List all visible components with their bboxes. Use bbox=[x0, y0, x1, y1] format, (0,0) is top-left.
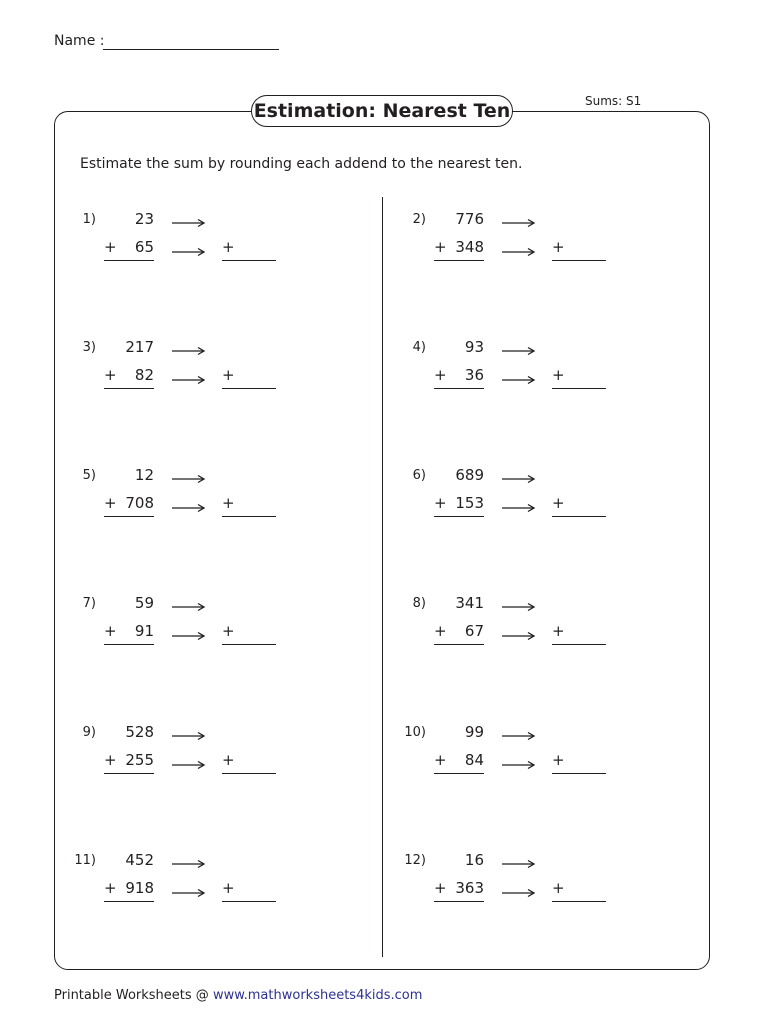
sum-underline bbox=[104, 260, 154, 261]
arrow-right-icon bbox=[502, 598, 536, 608]
addend-1: 23 bbox=[134, 210, 154, 228]
addend-1: 341 bbox=[455, 594, 484, 612]
answer-line[interactable] bbox=[552, 260, 606, 261]
sum-underline bbox=[104, 901, 154, 902]
footer-link[interactable]: www.mathworksheets4kids.com bbox=[212, 988, 423, 1003]
addend-2: 153 bbox=[455, 494, 484, 512]
problem-number: 1) bbox=[82, 212, 96, 227]
addend-1: 528 bbox=[125, 723, 154, 741]
problem-6 bbox=[402, 466, 642, 550]
addend-1: 16 bbox=[464, 851, 484, 869]
plus-sign: + bbox=[104, 366, 117, 384]
answer-plus-sign: + bbox=[222, 751, 235, 769]
addend-2: 255 bbox=[125, 751, 154, 769]
sum-underline bbox=[434, 260, 484, 261]
addend-2: 67 bbox=[464, 622, 484, 640]
arrow-right-icon bbox=[172, 214, 206, 224]
arrow-right-icon bbox=[502, 499, 536, 509]
column-divider bbox=[382, 197, 383, 957]
problem-7 bbox=[72, 594, 312, 678]
answer-plus-sign: + bbox=[222, 238, 235, 256]
title-text: Estimation: Nearest Ten bbox=[253, 100, 511, 122]
answer-plus-sign: + bbox=[552, 879, 565, 897]
arrow-right-icon bbox=[172, 499, 206, 509]
problem-4 bbox=[402, 338, 642, 422]
answer-line[interactable] bbox=[552, 388, 606, 389]
answer-plus-sign: + bbox=[552, 366, 565, 384]
sum-underline bbox=[104, 644, 154, 645]
worksheet-title bbox=[251, 95, 513, 127]
plus-sign: + bbox=[434, 366, 447, 384]
answer-line[interactable] bbox=[222, 773, 276, 774]
problem-number: 10) bbox=[404, 725, 426, 740]
arrow-right-icon bbox=[502, 756, 536, 766]
addend-1: 689 bbox=[455, 466, 484, 484]
plus-sign: + bbox=[434, 238, 447, 256]
arrow-right-icon bbox=[502, 855, 536, 865]
problem-10 bbox=[402, 723, 642, 807]
problem-number: 4) bbox=[412, 340, 426, 355]
answer-line[interactable] bbox=[552, 516, 606, 517]
arrow-right-icon bbox=[172, 470, 206, 480]
addend-2: 82 bbox=[134, 366, 154, 384]
plus-sign: + bbox=[104, 622, 117, 640]
plus-sign: + bbox=[434, 622, 447, 640]
answer-line[interactable] bbox=[222, 516, 276, 517]
instructions: Estimate the sum by rounding each addend to the nearest ten. bbox=[80, 156, 523, 172]
problem-8 bbox=[402, 594, 642, 678]
addend-2: 348 bbox=[455, 238, 484, 256]
arrow-right-icon bbox=[502, 243, 536, 253]
plus-sign: + bbox=[104, 879, 117, 897]
arrow-right-icon bbox=[172, 342, 206, 352]
answer-line[interactable] bbox=[552, 644, 606, 645]
arrow-right-icon bbox=[502, 884, 536, 894]
problem-number: 6) bbox=[412, 468, 426, 483]
problem-number: 8) bbox=[412, 596, 426, 611]
problem-5 bbox=[72, 466, 312, 550]
addend-1: 217 bbox=[125, 338, 154, 356]
plus-sign: + bbox=[104, 494, 117, 512]
sum-underline bbox=[434, 901, 484, 902]
addend-1: 99 bbox=[464, 723, 484, 741]
addend-2: 84 bbox=[464, 751, 484, 769]
addend-1: 93 bbox=[464, 338, 484, 356]
sum-underline bbox=[104, 773, 154, 774]
sheet-code: Sums: S1 bbox=[585, 94, 642, 108]
footer bbox=[54, 988, 422, 1003]
plus-sign: + bbox=[104, 751, 117, 769]
arrow-right-icon bbox=[172, 627, 206, 637]
problem-number: 2) bbox=[412, 212, 426, 227]
arrow-right-icon bbox=[502, 214, 536, 224]
addend-2: 91 bbox=[134, 622, 154, 640]
problem-2 bbox=[402, 210, 642, 294]
problem-number: 3) bbox=[82, 340, 96, 355]
sum-underline bbox=[434, 516, 484, 517]
problem-1 bbox=[72, 210, 312, 294]
arrow-right-icon bbox=[502, 342, 536, 352]
sum-underline bbox=[434, 388, 484, 389]
addend-1: 12 bbox=[134, 466, 154, 484]
addend-2: 36 bbox=[464, 366, 484, 384]
problem-number: 11) bbox=[74, 853, 96, 868]
addend-2: 65 bbox=[134, 238, 154, 256]
arrow-right-icon bbox=[502, 371, 536, 381]
answer-plus-sign: + bbox=[552, 751, 565, 769]
answer-line[interactable] bbox=[222, 388, 276, 389]
arrow-right-icon bbox=[172, 598, 206, 608]
answer-plus-sign: + bbox=[222, 494, 235, 512]
plus-sign: + bbox=[434, 751, 447, 769]
addend-1: 452 bbox=[125, 851, 154, 869]
addend-1: 59 bbox=[134, 594, 154, 612]
arrow-right-icon bbox=[502, 627, 536, 637]
arrow-right-icon bbox=[172, 243, 206, 253]
arrow-right-icon bbox=[172, 884, 206, 894]
answer-line[interactable] bbox=[222, 901, 276, 902]
answer-plus-sign: + bbox=[222, 879, 235, 897]
answer-line[interactable] bbox=[222, 260, 276, 261]
problem-11 bbox=[72, 851, 312, 935]
answer-line[interactable] bbox=[552, 901, 606, 902]
answer-plus-sign: + bbox=[552, 622, 565, 640]
answer-plus-sign: + bbox=[222, 622, 235, 640]
addend-2: 708 bbox=[125, 494, 154, 512]
problem-9 bbox=[72, 723, 312, 807]
answer-plus-sign: + bbox=[222, 366, 235, 384]
arrow-right-icon bbox=[502, 727, 536, 737]
name-line[interactable] bbox=[103, 49, 279, 50]
footer-label: Printable Worksheets @ bbox=[54, 988, 213, 1003]
addend-1: 776 bbox=[455, 210, 484, 228]
arrow-right-icon bbox=[172, 371, 206, 381]
addend-2: 918 bbox=[125, 879, 154, 897]
answer-line[interactable] bbox=[222, 644, 276, 645]
arrow-right-icon bbox=[172, 727, 206, 737]
arrow-right-icon bbox=[502, 470, 536, 480]
problem-number: 12) bbox=[404, 853, 426, 868]
problem-number: 5) bbox=[82, 468, 96, 483]
problem-number: 7) bbox=[82, 596, 96, 611]
sum-underline bbox=[434, 773, 484, 774]
sum-underline bbox=[104, 388, 154, 389]
plus-sign: + bbox=[434, 494, 447, 512]
arrow-right-icon bbox=[172, 756, 206, 766]
arrow-right-icon bbox=[172, 855, 206, 865]
answer-plus-sign: + bbox=[552, 238, 565, 256]
problem-3 bbox=[72, 338, 312, 422]
answer-plus-sign: + bbox=[552, 494, 565, 512]
addend-2: 363 bbox=[455, 879, 484, 897]
plus-sign: + bbox=[434, 879, 447, 897]
plus-sign: + bbox=[104, 238, 117, 256]
sum-underline bbox=[104, 516, 154, 517]
problem-number: 9) bbox=[82, 725, 96, 740]
answer-line[interactable] bbox=[552, 773, 606, 774]
name-label: Name : bbox=[54, 33, 105, 49]
sum-underline bbox=[434, 644, 484, 645]
problem-12 bbox=[402, 851, 642, 935]
